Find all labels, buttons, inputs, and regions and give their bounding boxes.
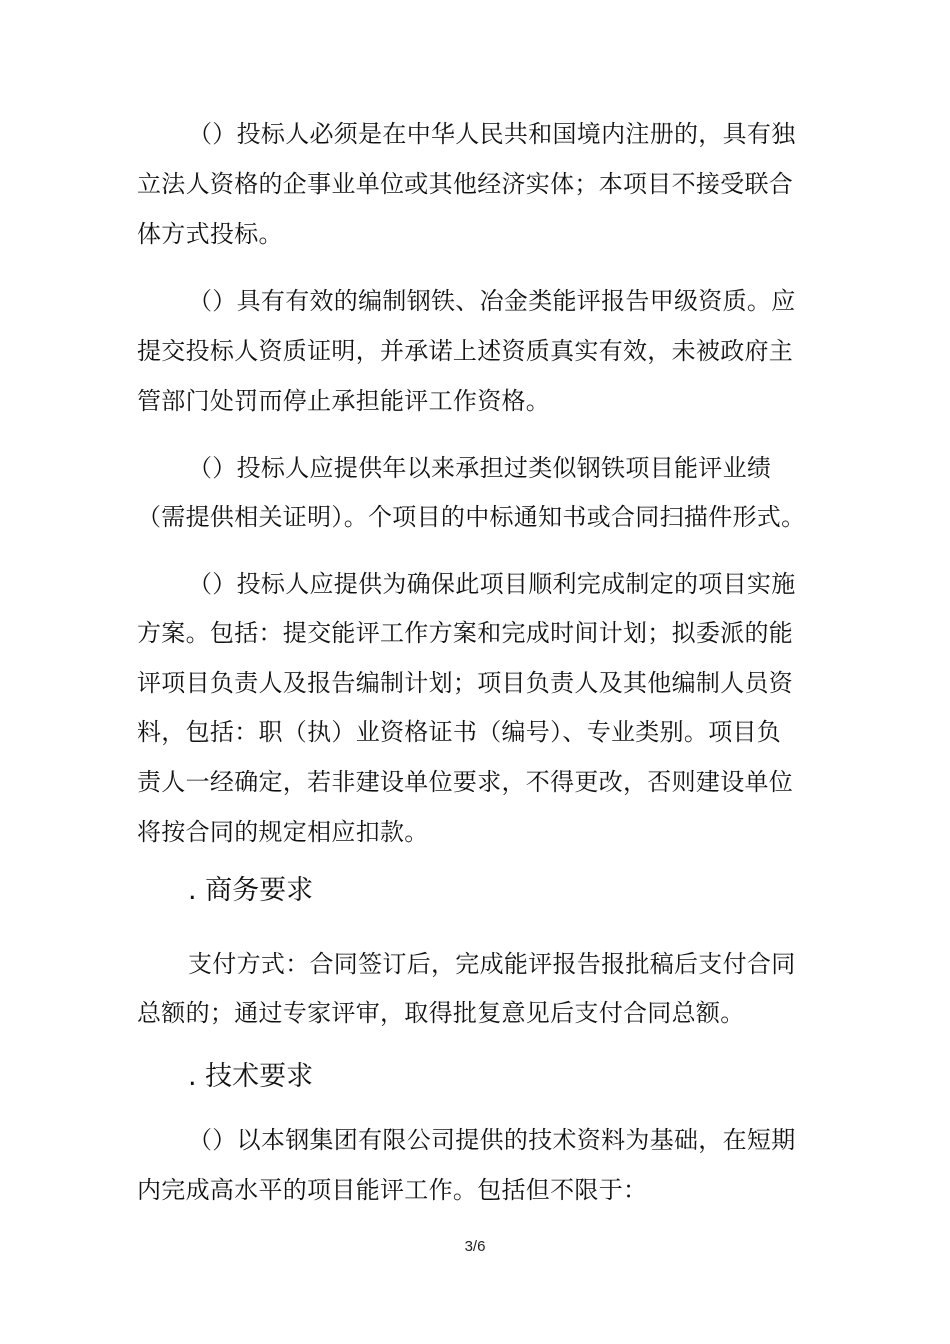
- paragraph-1-line-3: 体方式投标。: [137, 220, 283, 248]
- technical-requirements-heading: . 技术要求: [188, 1061, 314, 1092]
- paragraph-3-line-1: （）投标人应提供年以来承担过类似钢铁项目能评业绩: [188, 454, 772, 482]
- page-number: 3/6: [464, 1238, 486, 1255]
- paragraph-4-line-1: （）投标人应提供为确保此项目顺利完成制定的项目实施: [188, 570, 796, 598]
- paragraph-4-line-6: 将按合同的规定相应扣款。: [137, 818, 429, 846]
- paragraph-1-line-2: 立法人资格的企事业单位或其他经济实体；本项目不接受联合: [137, 170, 794, 198]
- paragraph-4-line-4: 料，包括：职（执）业资格证书（编号）、专业类别。项目负: [137, 718, 782, 746]
- payment-terms-line-1: 支付方式：合同签订后，完成能评报告报批稿后支付合同: [188, 950, 796, 978]
- paragraph-1-line-1: （）投标人必须是在中华人民共和国境内注册的，具有独: [188, 120, 796, 148]
- paragraph-4-line-5: 责人一经确定，若非建设单位要求，不得更改，否则建设单位: [137, 768, 794, 796]
- technical-line-2: 内完成高水平的项目能评工作。包括但不限于：: [137, 1176, 648, 1204]
- business-requirements-heading: . 商务要求: [188, 875, 314, 906]
- paragraph-3-line-2: （需提供相关证明）。个项目的中标通知书或合同扫描件形式。: [137, 503, 806, 531]
- paragraph-2-line-3: 管部门处罚而停止承担能评工作资格。: [137, 387, 551, 415]
- payment-terms-line-2: 总额的；通过专家评审，取得批复意见后支付合同总额。: [137, 999, 745, 1027]
- paragraph-2-line-1: （）具有有效的编制钢铁、冶金类能评报告甲级资质。应: [188, 287, 796, 315]
- technical-line-1: （）以本钢集团有限公司提供的技术资料为基础，在短期: [188, 1126, 796, 1154]
- paragraph-2-line-2: 提交投标人资质证明，并承诺上述资质真实有效，未被政府主: [137, 337, 794, 365]
- paragraph-4-line-3: 评项目负责人及报告编制计划；项目负责人及其他编制人员资: [137, 669, 794, 697]
- paragraph-4-line-2: 方案。包括：提交能评工作方案和完成时间计划；拟委派的能: [137, 619, 794, 647]
